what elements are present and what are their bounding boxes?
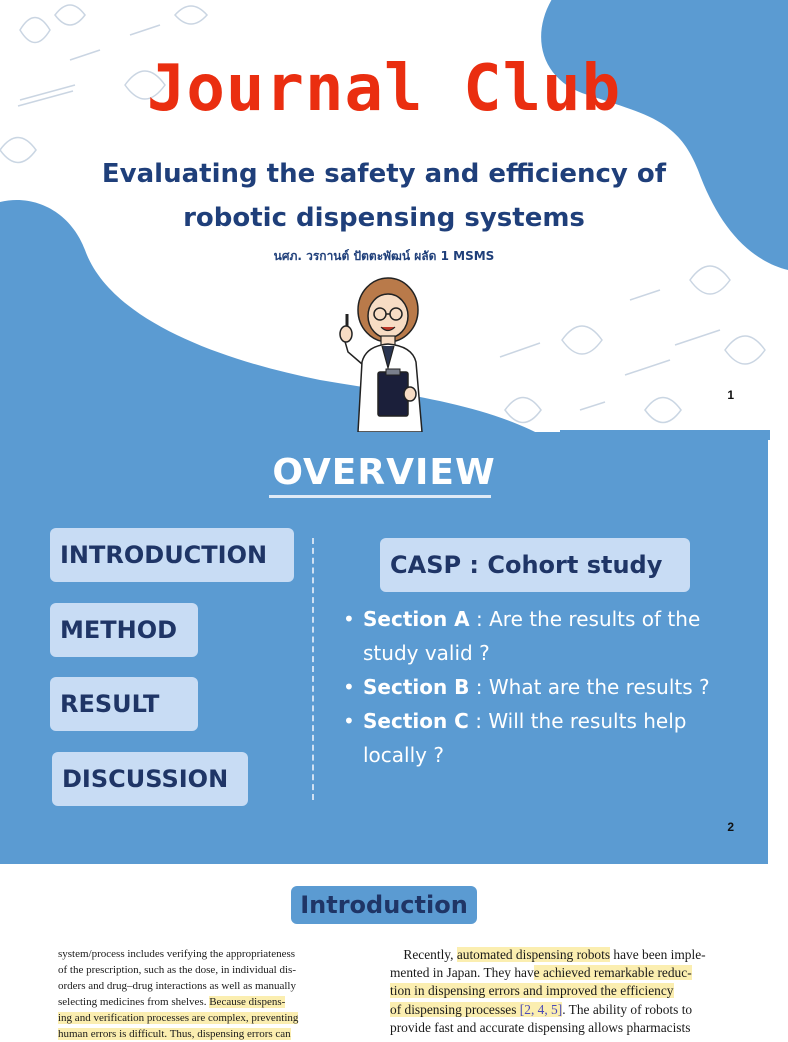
highlighted-text: human errors is difficult. Thus, dispensing errors can — [58, 1028, 291, 1040]
paper-line: provide fast and accurate dispensing allows pharmacists — [390, 1019, 691, 1035]
paper-text: . The ability of robots to — [562, 1001, 693, 1017]
paper-line: system/process includes verifying the appropriateness — [58, 948, 296, 960]
dashed-divider — [312, 538, 314, 800]
overview-slide — [0, 432, 768, 864]
paper-title-line-1: Evaluating the safety and efficiency of — [101, 159, 667, 189]
section-b-label: Section B — [363, 675, 470, 699]
casp-label: CASP : Cohort study — [380, 538, 690, 592]
title-slide — [0, 0, 768, 432]
heading-underline — [269, 495, 491, 498]
section-a-label: Section A — [363, 607, 470, 631]
bullet-icon: • — [343, 675, 355, 699]
paper-line — [390, 946, 742, 964]
bullet-icon: • — [343, 709, 355, 733]
paper-text: mented in Japan. They hav — [390, 965, 534, 981]
section-a-item — [340, 602, 750, 670]
bullet-icon: • — [343, 607, 355, 631]
menu-item-result: RESULT — [50, 677, 198, 731]
slide-title: Journal Club — [146, 52, 622, 126]
paper-line — [58, 1010, 342, 1026]
menu-item-introduction: INTRODUCTION — [50, 528, 294, 582]
presenter-name: นศภ. วรกานต์ ปัตตะพัฒน์ ผลัด 1 MSMS — [273, 249, 495, 263]
highlighted-text: tion in dispensing errors and improved the efficiency — [390, 983, 674, 999]
paper-line — [390, 982, 742, 1000]
slide-number: 1 — [727, 388, 734, 402]
citation-link: [2, 4, 5] — [519, 1001, 563, 1017]
paper-text: have been imple- — [610, 947, 706, 962]
paper-line — [390, 1001, 742, 1019]
section-c-label: Section C — [363, 709, 469, 733]
highlighted-text: of dispensing processes — [390, 1001, 520, 1017]
section-b-item — [340, 670, 750, 704]
pharmacist-character-icon — [330, 272, 440, 432]
paper-title — [0, 152, 768, 240]
paper-excerpt-left — [58, 946, 342, 1042]
introduction-heading: Introduction — [291, 886, 477, 924]
paper-title-line-2: robotic dispensing systems — [183, 203, 585, 233]
leaf-decoration-right-icon — [480, 245, 768, 432]
highlighted-text: Because dispens- — [209, 996, 286, 1008]
highlighted-text: automated dispensing robots — [456, 947, 611, 962]
menu-item-method: METHOD — [50, 603, 198, 657]
overview-heading: OVERVIEW — [272, 452, 496, 493]
paper-line: orders and drug–drug interactions as well as manually — [58, 980, 296, 992]
introduction-slide — [0, 864, 768, 1040]
paper-line: of the prescription, such as the dose, in individual dis- — [58, 964, 296, 976]
menu-item-discussion: DISCUSSION — [52, 752, 248, 806]
paper-excerpt-right — [390, 946, 742, 1037]
highlighted-text: ing and verification processes are complex, preventing — [58, 1012, 299, 1024]
highlighted-text: e achieved remarkable reduc- — [533, 965, 692, 981]
paper-line — [390, 964, 742, 982]
casp-sections-list — [340, 602, 750, 772]
paper-line — [58, 1026, 342, 1042]
section-c-text: : Will the results help — [468, 709, 687, 733]
section-b-text: : What are the results ? — [469, 675, 710, 699]
section-a-text-cont: study valid ? — [363, 641, 490, 665]
section-a-text: : Are the results of the — [469, 607, 701, 631]
paper-line — [58, 994, 342, 1010]
paper-text: Recently, — [403, 947, 457, 962]
slide-number: 2 — [727, 820, 734, 834]
section-c-text-cont: locally ? — [363, 743, 444, 767]
paper-text: selecting medicines from shelves. — [58, 996, 210, 1008]
section-c-item — [340, 704, 750, 772]
